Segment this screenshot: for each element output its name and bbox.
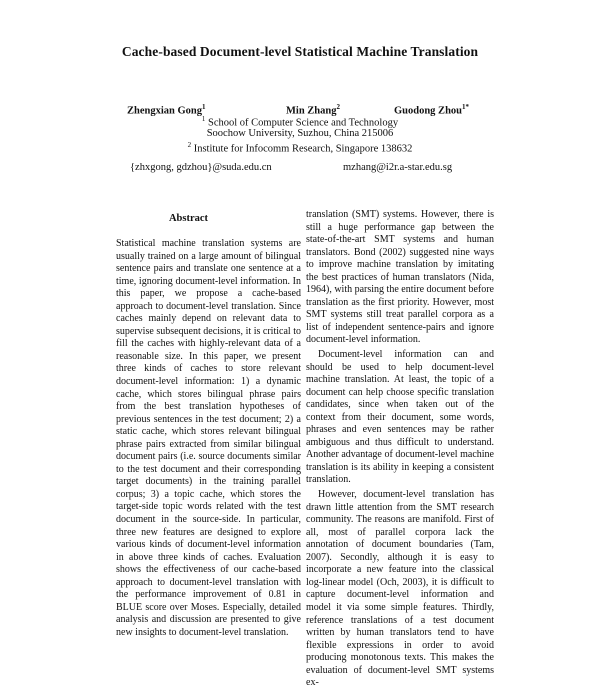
affiliation-1-line2: Soochow University, Suzhou, China 215006 [206,128,394,139]
affiliation-sup: 1 [201,115,206,123]
author-sup: 2 [336,103,340,111]
paper-title: Cache-based Document-level Statistical Machine Translation [121,44,479,59]
abstract-column [116,238,301,640]
intro-paragraph-3: However, document-level translation has drawn little attention from the SMT research community. The reasons are manifold. First of all, most of parallel corpora lack the annotation of document boundaries (Tam, 2007). Secondly, although it is easy to incorporate a new feature into the classical log-linear model (Och, 2003), it is difficult to capture document-level information and model it via some simple features. Thirdly, reference translations of a test document written by human translators tend to have flexible expressions in order to avoid producing monotonous texts. This makes the evaluation of document-level SMT systems ex- [306,489,494,689]
author-name: Zhengxian Gong [127,105,202,117]
intro-column [306,209,494,690]
abstract-body: Statistical machine translation systems are usually trained on a large amount of bilingual sentence pairs and translate one sentence at a time, ignoring document-level information. In this paper, we propose a cache-based approach to document-level translation. Since caches mainly depend on relevant data to supervise subsequent decisions, it is critical to fill the caches with highly-relevant data of a reasonable size. In this paper, we present three kinds of caches to store relevant document-level information: 1) a dynamic cache, which stores bilingual phrase pairs from the best translation hypotheses of previous sentences in the test document; 2) a static cache, which stores relevant bilingual phrase pairs extracted from similar bilingual document pairs (i.e. source documents similar to the test document and their corresponding target documents) in the training parallel corpus; 3) a topic cache, which stores the target-side topic words related with the test document in the source-side. In particular, three new features are designed to explore various kinds of document-level information in above three kinds of caches. Evaluation shows the effectiveness of our cache-based approach to document-level translation with the performance improvement of 0.81 in BLUE score over Moses. Especially, detailed analysis and discussion are presented to give new insights to document-level translation. [116,238,301,638]
email-right: mzhang@i2r.a-star.edu.sg [343,162,453,173]
author-name: Min Zhang [286,105,337,117]
affiliation-2 [0,141,600,155]
abstract-heading: Abstract [168,213,209,224]
intro-paragraph-1: translation (SMT) systems. However, there is still a huge performance gap between the state-of-the-art SMT systems and human translators. Bond (2002) suggested nine ways to improve machine translation by imitating the best practices of human translators (Nida, 1964), with parsing the entire document before translation as the first priority. However, most SMT systems still treat parallel corpora as a list of independent sentence-pairs and ignore document-level information. [306,209,494,346]
email-left: {zhxgong, gdzhou}@suda.edu.cn [130,162,272,173]
affiliation-1-line1 [0,115,600,129]
intro-paragraph-2: Document-level information can and should be used to help document-level machine translation. At least, the topic of a document can help choose specific translation candidates, since when taken out of the context from their document, some words, phrases and even sentences may be rather ambiguous and thus difficult to understand. Another advantage of document-level machine translation is its ability in keeping a consistent translation. [306,349,494,486]
author-sup: 1 [201,103,206,111]
affiliation-text: School of Computer Science and Technology [208,117,399,129]
author-name: Guodong Zhou [394,105,462,117]
affiliation-sup: 2 [187,141,192,149]
author-sup: 1* [462,103,469,111]
affiliation-text: Institute for Infocomm Research, Singapore 138632 [193,143,413,155]
